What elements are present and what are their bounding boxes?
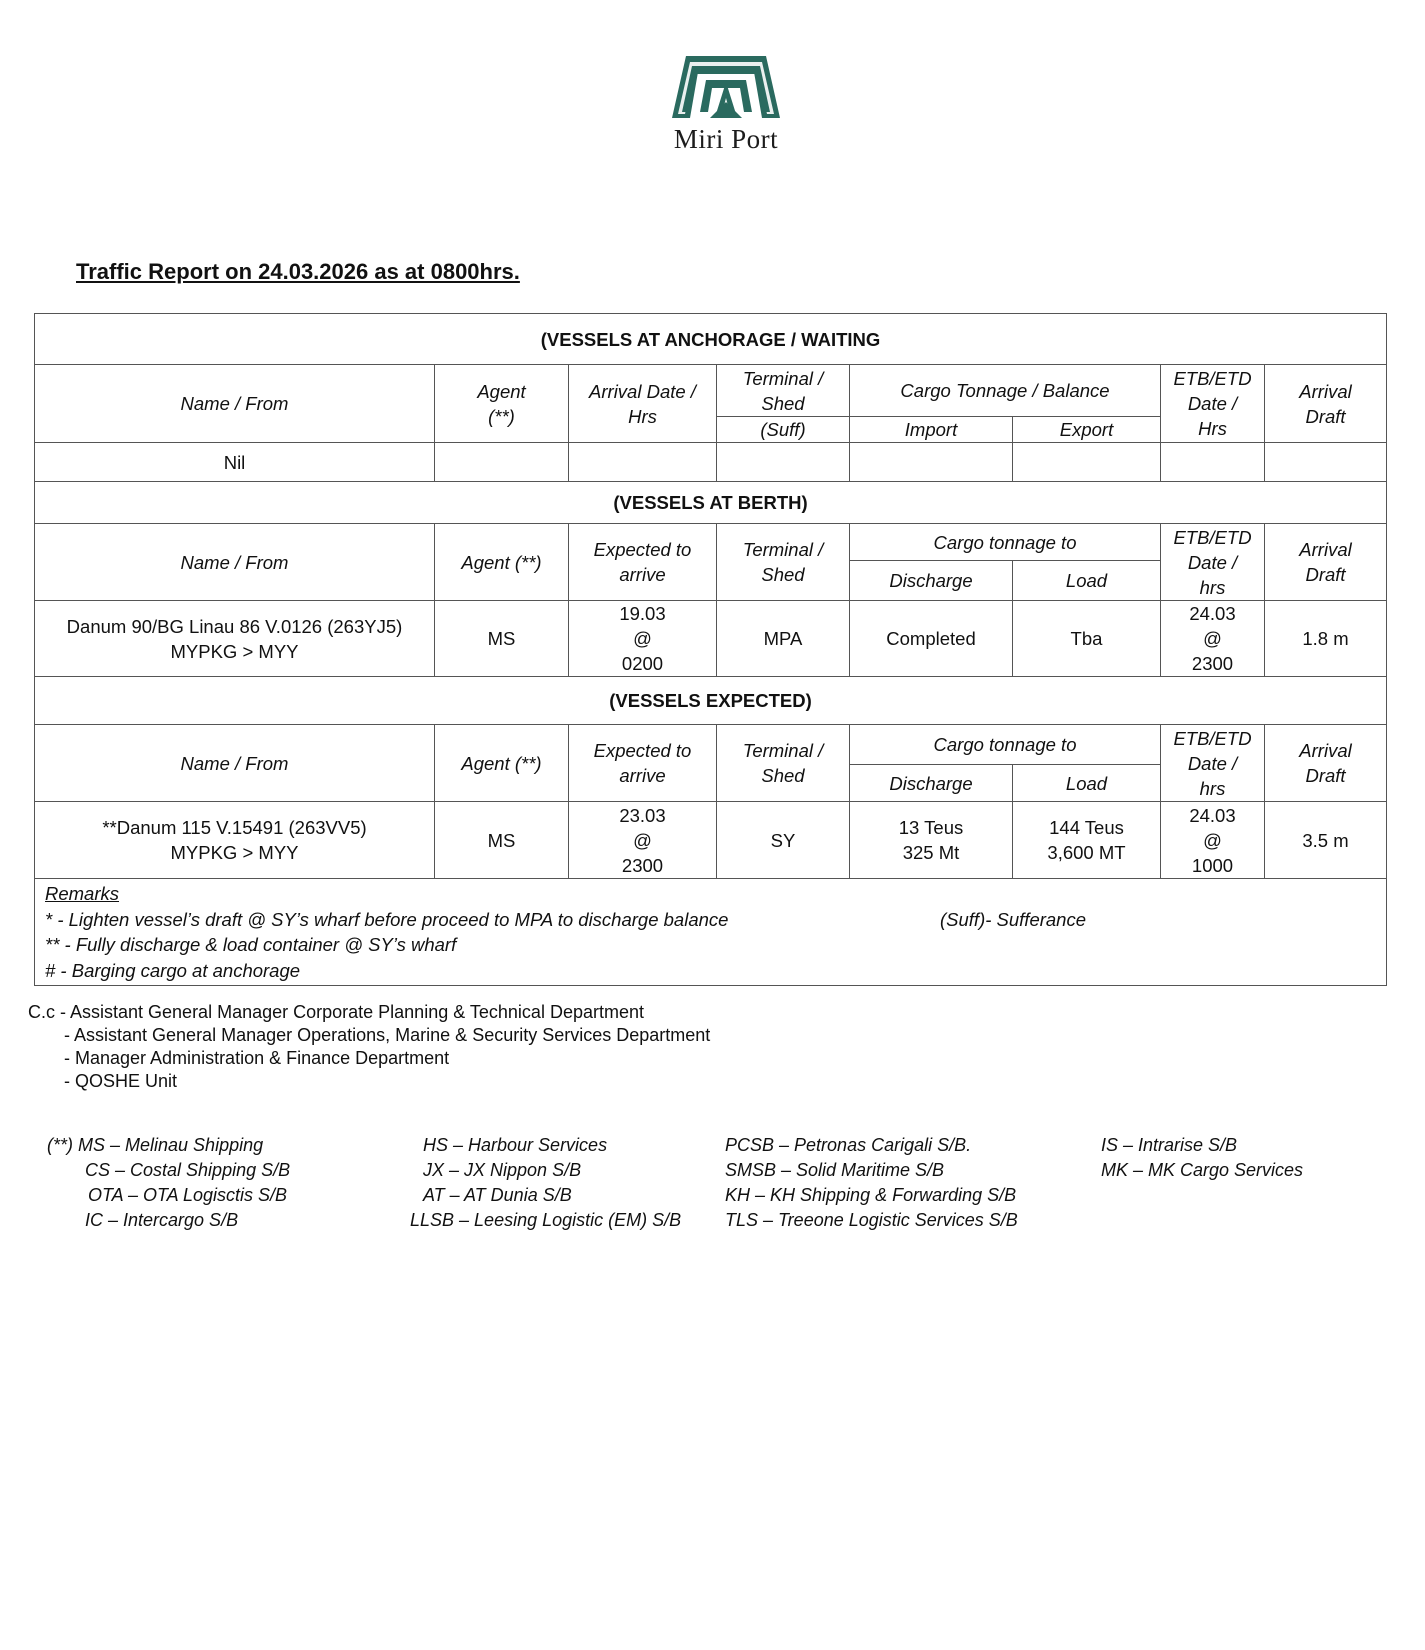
- agent-legend-item: (**) MS – Melinau Shipping: [47, 1135, 264, 1155]
- terminal-cell: MPA: [717, 601, 850, 677]
- sufferance-note: (Suff)- Sufferance: [940, 908, 1087, 930]
- vessel-name-cell: Danum 90/BG Linau 86 V.0126 (263YJ5) MYPKG > MYY: [35, 601, 435, 677]
- header-export: Export: [1013, 417, 1161, 443]
- cc-line: - Assistant General Manager Operations, Marine & Security Services Department: [64, 1025, 711, 1045]
- header-agent: Agent (**): [435, 725, 569, 802]
- logo-text: Miri Port: [673, 124, 779, 154]
- agent-cell: MS: [435, 802, 569, 879]
- cc-line: - QOSHE Unit: [64, 1071, 178, 1091]
- vessel-name-cell: **Danum 115 V.15491 (263VV5) MYPKG > MYY: [35, 802, 435, 879]
- agent-legend-col-2: [410, 1133, 681, 1233]
- expected-arrive-cell: 23.03 @ 2300: [569, 802, 717, 879]
- cc-line: - Manager Administration & Finance Department: [64, 1048, 450, 1068]
- load-cell: 144 Teus 3,600 MT: [1013, 802, 1161, 879]
- table-row: [35, 802, 1387, 879]
- header-name-from: Name / From: [35, 524, 435, 601]
- empty-cell: [850, 443, 1013, 482]
- header-cargo-tonnage-to: Cargo tonnage to: [850, 524, 1161, 561]
- empty-cell: [1161, 443, 1265, 482]
- draft-cell: 3.5 m: [1265, 802, 1387, 879]
- header-arrival-draft: Arrival Draft: [1265, 524, 1387, 601]
- agent-legend-item: SMSB – Solid Maritime S/B: [725, 1160, 945, 1180]
- terminal-cell: SY: [717, 802, 850, 879]
- header-terminal-shed: Terminal / Shed: [717, 725, 850, 802]
- header-load: Load: [1013, 561, 1161, 601]
- header-name-from: Name / From: [35, 365, 435, 443]
- header-cargo-tonnage-to: Cargo tonnage to: [850, 725, 1161, 765]
- agent-legend-item: IS – Intrarise S/B: [1101, 1135, 1238, 1155]
- miri-port-logo: [665, 52, 787, 155]
- header-terminal-shed: Terminal / Shed: [717, 365, 850, 417]
- header-agent: Agent (**): [435, 524, 569, 601]
- agent-legend-item: PCSB – Petronas Carigali S/B.: [725, 1135, 972, 1155]
- section-heading-anchorage: (VESSELS AT ANCHORAGE / WAITING: [35, 314, 1387, 365]
- header-etb-etd: ETB/ETD Date / hrs: [1161, 524, 1265, 601]
- remarks-line-1: * - Lighten vessel’s draft @ SY’s wharf before proceed to MPA to discharge balance: [45, 908, 729, 930]
- remarks-heading: Remarks: [45, 883, 120, 904]
- agent-legend-col-3: [725, 1133, 1018, 1233]
- load-cell: Tba: [1013, 601, 1161, 677]
- empty-cell: [569, 443, 717, 482]
- report-title: Traffic Report on 24.03.2026 as at 0800hrs.: [76, 259, 520, 284]
- cc-list: [28, 1001, 710, 1093]
- etb-cell: 24.03 @ 2300: [1161, 601, 1265, 677]
- header-etb-etd: ETB/ETD Date / Hrs: [1161, 365, 1265, 443]
- table-row: [35, 443, 1387, 482]
- agent-legend-item: KH – KH Shipping & Forwarding S/B: [725, 1185, 1017, 1205]
- empty-cell: [717, 443, 850, 482]
- expected-arrive-cell: 19.03 @ 0200: [569, 601, 717, 677]
- traffic-report-table: [34, 313, 1387, 986]
- empty-cell: [1013, 443, 1161, 482]
- agent-legend-item: TLS – Treeone Logistic Services S/B: [725, 1210, 1018, 1230]
- header-name-from: Name / From: [35, 725, 435, 802]
- agent-legend-item: MK – MK Cargo Services: [1101, 1160, 1304, 1180]
- agent-legend-col-4: [1101, 1133, 1303, 1183]
- draft-cell: 1.8 m: [1265, 601, 1387, 677]
- header-import: Import: [850, 417, 1013, 443]
- header-arrival-draft: Arrival Draft: [1265, 725, 1387, 802]
- agent-legend-item: CS – Costal Shipping S/B: [85, 1160, 291, 1180]
- anchorage-name-cell: Nil: [35, 443, 435, 482]
- header-arrival-date: Arrival Date / Hrs: [569, 365, 717, 443]
- agent-legend-item: HS – Harbour Services: [423, 1135, 608, 1155]
- table-row: [35, 601, 1387, 677]
- header-cargo-tonnage-balance: Cargo Tonnage / Balance: [850, 365, 1161, 417]
- header-terminal-shed: Terminal / Shed: [717, 524, 850, 601]
- header-expected-arrive: Expected to arrive: [569, 725, 717, 802]
- agent-legend-item: AT – AT Dunia S/B: [423, 1185, 572, 1205]
- header-suff: (Suff): [717, 417, 850, 443]
- miri-port-logo-icon: [670, 52, 782, 122]
- header-discharge: Discharge: [850, 765, 1013, 802]
- header-arrival-draft: Arrival Draft: [1265, 365, 1387, 443]
- header-discharge: Discharge: [850, 561, 1013, 601]
- remarks-line-3: # - Barging cargo at anchorage: [45, 959, 301, 981]
- header-expected-arrive: Expected to arrive: [569, 524, 717, 601]
- header-load: Load: [1013, 765, 1161, 802]
- etb-cell: 24.03 @ 1000: [1161, 802, 1265, 879]
- empty-cell: [435, 443, 569, 482]
- agent-cell: MS: [435, 601, 569, 677]
- remarks-cell: [35, 879, 1387, 986]
- agent-legend-col-1: [47, 1133, 290, 1233]
- header-agent: Agent (**): [435, 365, 569, 443]
- discharge-cell: Completed: [850, 601, 1013, 677]
- empty-cell: [1265, 443, 1387, 482]
- agent-legend-item: IC – Intercargo S/B: [85, 1210, 239, 1230]
- header-etb-etd: ETB/ETD Date / hrs: [1161, 725, 1265, 802]
- remarks-line-2: ** - Fully discharge & load container @ SY’s wharf: [45, 934, 457, 955]
- agent-legend-item: OTA – OTA Logisctis S/B: [88, 1185, 288, 1205]
- section-heading-expected: (VESSELS EXPECTED): [35, 677, 1387, 725]
- agent-legend-item: JX – JX Nippon S/B: [423, 1160, 582, 1180]
- discharge-cell: 13 Teus 325 Mt: [850, 802, 1013, 879]
- cc-line: C.c - Assistant General Manager Corporate Planning & Technical Department: [28, 1002, 644, 1022]
- agent-legend-item: LLSB – Leesing Logistic (EM) S/B: [410, 1210, 682, 1230]
- section-heading-berth: (VESSELS AT BERTH): [35, 482, 1387, 524]
